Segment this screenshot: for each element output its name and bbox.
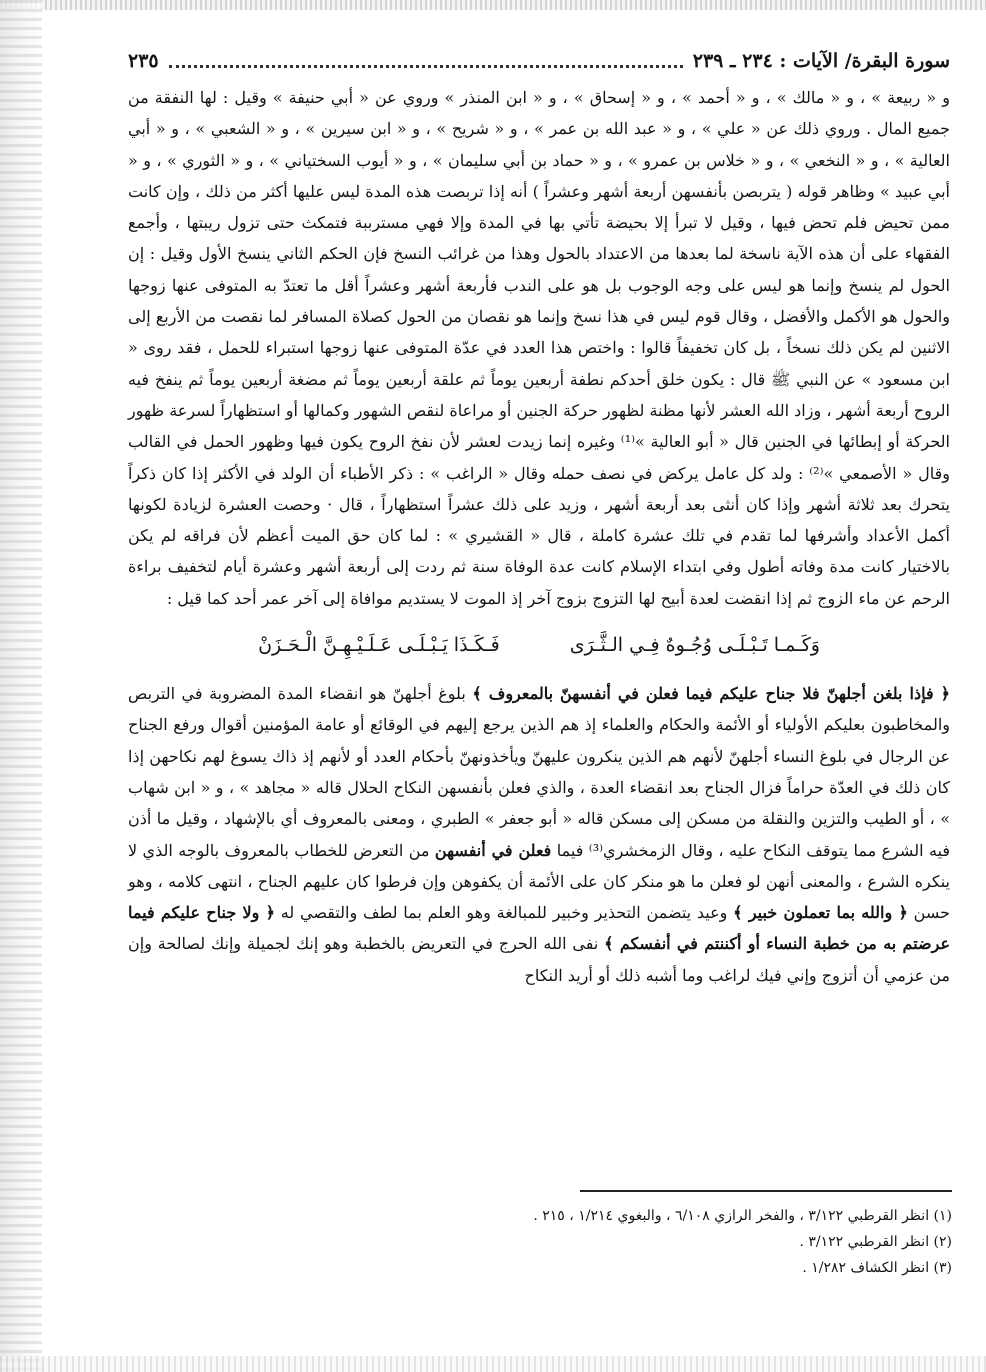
commentary-text-3: وعيد يتضمن التحذير وخبير للمبالغة وهو العلم بما لطف والتقصي له [274,903,734,923]
poetry-verse [128,630,950,660]
quran-quote-3: ﴿ والله بما تعملون خبير ﴾ [733,903,908,923]
commentary-text-2: من التعرض للخطاب بالمعروف بالوجه الذي لا ينكره الشرع ، والمعنى أنهن لو فعلن ما هو منكر كان على الأئمة أن يكفوهن وإن فرطوا كان عليهم الجناح ، انتهى كلامه ، وهو حسن [128,840,950,923]
quran-quote-2: فعلن في أنفسهن [434,840,552,860]
footnotes [300,1203,952,1281]
page-body [128,44,950,991]
verse-first-hemistich: وَكَـمـا تَـبْـلَـى وُجُـوهٌ فِـي الـثَّـرَى [569,634,820,657]
scan-border-top [0,0,986,10]
commentary-paragraph-1: و « ربيعة » ، و « مالك » ، و « أحمد » ، و « إسحاق » ، و « ابن المنذر » وروي عن « أبي حنيفة » وقيل : لها النفقة من جميع المال . وروي ذلك عن « علي » ، و « عبد الله بن عمر » ، و « شريح » ، و « ابن سيرين » ، و « الشعبي » ، و « أبي العالية » ، و « النخعي » ، و « خلاس بن عمرو » ، و « حماد بن أبي سليمان » ، و « أيوب السختياني » ، و « الثوري » ، و « أبي عبيد » وظاهر قوله ( يتربصن بأنفسهن أربعة أشهر وعشراً ) أنه إذا تربصت هذه المدة ليس عليها أكثر من ذلك ، وإن كانت ممن تحيض فلم تحض فيها ، وقيل لا تبرأ إلا بحيضة تأتي بها في المدة وإلا فهي مسترببة فتمكث حتى تزول ريبتها ، وأجمع الفقهاء على أن هذه الآية ناسخة لما بعدها من الاعتداد بالحول وهذا من غرائب النسخ فإن الحكم الثاني ينسخ الأول وقيل : إن الحول لم ينسخ وإنما هو ليس على وجه الوجوب بل هو على الندب فأربعة أشهر وعشراً أقل ما تعتدّ به المتوفى عنها زوجها والحول هو الأكمل والأفضل ، وقال قوم ليس في هذا نسخ وإنما هو نقصان من الحول كصلاة المسافر لما نقصت من الأربع إلى الاثنين لم يكن ذلك نسخاً ، بل كان تخفيفاً قالوا : واختص هذا العدد في عدّة المتوفى عنها زوجها استبراء للحمل ، فقد روى « ابن مسعود » عن النبي ﷺ قال : يكون خلق أحدكم نطفة أربعين يوماً ثم علقة أربعين يوماً ثم مضغة أربعين يوماً ثم ينفخ فيه الروح أربعة أشهر ، وزاد الله العشر لأنها مظنة لظهور حركة الجنين أو مراعاة لنقص الشهور وكمالها أو استظهاراً لسرعة ظهور الحركة أو إبطائها في الجنين قال « أبو العالية »⁽¹⁾ وغيره إنما زيدت لعشر لأن نفخ الروح يكون فيها وظهور الحمل في القالب وقال « الأصمعي »⁽²⁾ : ولد كل عامل يركض في نصف حمله وقال « الراغب » : ذكر الأطباء أن الولد في الأكثر إذا كان ذكراً يتحرك بعد ثلاثة أشهر وإذا كان أنثى بعد أربعة أشهر ، وزيد على ذلك عشراً استظهاراً ، قال · وحصت العشرة لزيادة لكونها أكمل الأعداد وأشرفها لما تقدم في تلك عشرة كاملة ، قال « القشيري » : لما كان حق الميت أعظم لأن فراقه لم يكن بالاختيار كانت مدة وفاته أطول وفي ابتداء الإسلام كانت عدة الوفاة سنة ثم ردت إلى أربعة أشهر وعشرة أيام لتخفيف براءة الرحم عن ماء الزوج ثم إذا انقضت لعدة أبيح لها التزوج بزوج آخر إذ الموت لا يستديم موافاة إلى آخر عمر أحد كما قيل : [128,88,951,608]
footnote-2: (٢) انظر القرطبي ٣/١٢٢ . [799,1234,952,1250]
quran-quote-1: ﴿ فإذا بلغن أجلهنّ فلا جناح عليكم فيما فعلن في أنفسهنّ بالمعروف ﴾ [472,684,950,704]
header-title: سورة البقرة/ الآيات : ٢٣٤ ـ ٢٣٩ [692,50,950,72]
footnote-divider [580,1190,952,1192]
page-number: ٢٣٥ [128,50,159,72]
footnote-1: (١) انظر القرطبي ٣/١٢٢ ، والفخر الرازي ٦/١٠٨ ، والبغوي ١/٢١٤ ، ٢١٥ . [533,1208,952,1224]
quran-quote-4: ﴿ ولا جناح عليكم فيما عرضتم به من خطبة النساء أو أكننتم في أنفسكم ﴾ [128,903,950,954]
header-dot-leader [169,55,683,68]
scan-border-bottom [0,1356,986,1372]
commentary-text-4: نفى الله الحرج في التعريض بالخطبة وهو إنك لجميلة وإنك لصالحة وإن من عزمي أن أتزوج وإني فيك لراغب وما أشبه ذلك أو أريد النكاح [128,934,950,985]
running-header [128,44,950,78]
verse-second-hemistich: فَـكَـذَا يَـبْـلَـى عَـلَـيْـهِـنَّ الْـحَـزَنْ [258,634,500,657]
footnote-3: (٣) انظر الكشاف ١/٢٨٢ . [802,1260,952,1276]
commentary-text-1: بلوغ أجلهنّ هو انقضاء المدة المضروبة في التربص والمخاطبون بعليكم الأولياء أو الأئمة والحكام والعلماء إذ هم الذين يرجع إليهم في الوقائع أو عامة المؤمنين أقوال ورفع الجناح عن الرجال في بلوغ النساء أجلهنّ لأنهم هم الذين ينكرون عليهنّ ويأخذونهنّ بأحكام العدد أو لأنهم إذ ذاك يسوغ لهم نكاحهن إذا كان ذلك في العدّة حراماً فزال الجناح بعد انقضاء العدة ، والذي فعلن بأنفسهن النكاح الحلال قاله « مجاهد » ، و « ابن شهاب » ، أو الطيب والتزين والنقلة من مسكن إلى مسكن قاله « أبو جعفر » الطبري ، ومعنى بالمعروف أي بالإشهاد ، وقيل ما أذن فيه الشرع مما يتوقف النكاح عليه ، وقال الزمخشري⁽³⁾ فيما [128,684,950,860]
commentary-paragraph-2 [128,678,950,991]
scan-border-left [0,0,42,1372]
